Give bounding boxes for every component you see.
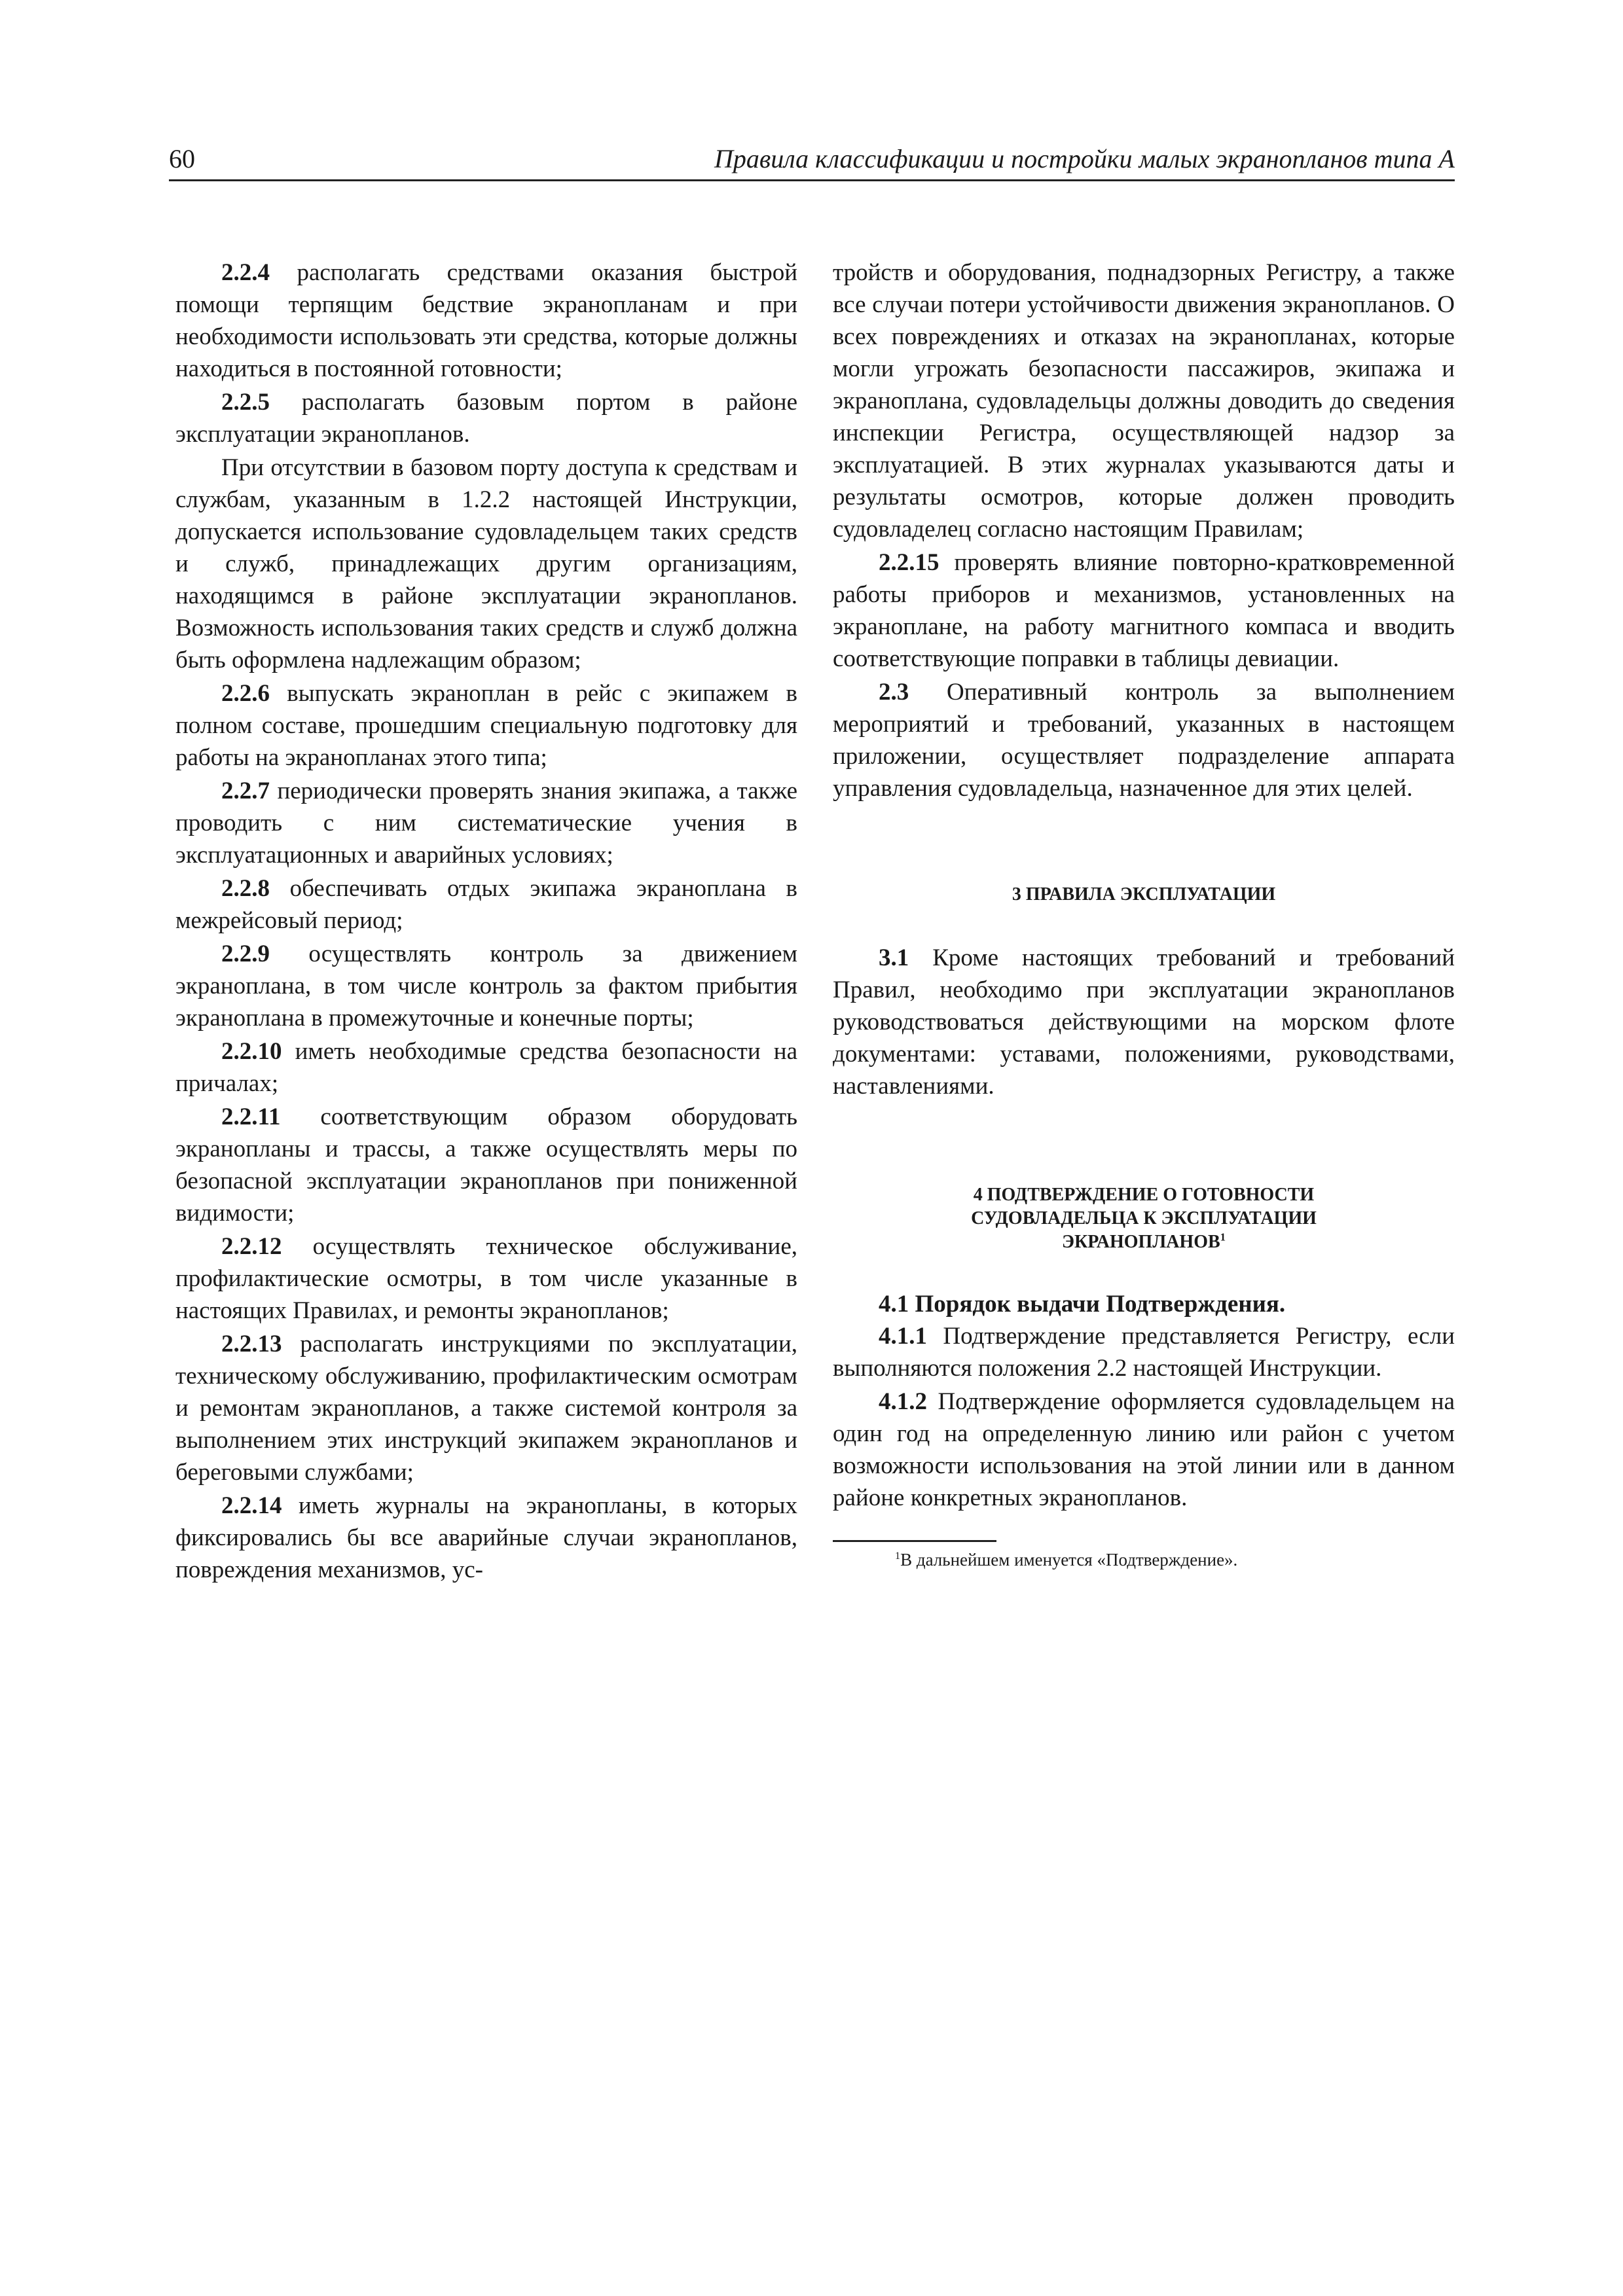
- paragraph-2-2-13: [175, 1328, 797, 1488]
- paragraph-2-2-10: [175, 1035, 797, 1100]
- clause-number: 4.1.2: [879, 1388, 927, 1415]
- clause-number: 2.2.15: [879, 549, 939, 576]
- clause-text: обеспечивать отдых экипажа экраноплана в межрейсовый период;: [175, 875, 797, 934]
- paragraph-3-1: [833, 942, 1455, 1102]
- paragraph-2-2-4: [175, 257, 797, 385]
- subsection-4-1-heading: 4.1 Порядок выдачи Подтверждения.: [879, 1291, 1286, 1318]
- clause-text: При отсутствии в базовом порту доступа к средствам и службам, указанным в 1.2.2 настоящей Инструкции, допускается использование судовладельцем таких средств и служб, принадлежащих другим организациям, находящимся в районе эксплуатации экранопланов. Возможность использования таких средств и служб должна быть оформлена надлежащим образом;: [175, 454, 797, 673]
- clause-text: иметь необходимые средства безопасности на причалах;: [175, 1038, 797, 1097]
- clause-number: 2.2.12: [221, 1233, 282, 1260]
- paragraph-2-2-15: [833, 547, 1455, 675]
- paragraph-4-1-1: [833, 1320, 1455, 1384]
- footnote-text: В дальнейшем именуется «Подтверждение».: [900, 1550, 1238, 1570]
- clause-text: располагать средствами оказания быстрой помощи терпящим бедствие экранопланам и при необходимости использовать эти средства, которые должны находиться в постоянной готовности;: [175, 259, 797, 382]
- paragraph-2-2-9: [175, 938, 797, 1034]
- section-4-heading-line: 4 ПОДТВЕРЖДЕНИЕ О ГОТОВНОСТИ: [973, 1185, 1315, 1205]
- page-header: [169, 143, 1455, 181]
- footnote-reference: 1: [1220, 1230, 1226, 1244]
- clause-number: 2.2.13: [221, 1331, 282, 1357]
- paragraph-base-port: [175, 452, 797, 676]
- paragraph-2-2-8: [175, 872, 797, 937]
- right-column: [833, 257, 1455, 1571]
- clause-number: 2.2.9: [221, 941, 270, 967]
- paragraph-4-1-2: [833, 1386, 1455, 1514]
- clause-text: располагать базовым портом в районе эксплуатации экранопланов.: [175, 389, 797, 448]
- clause-number: 2.2.14: [221, 1492, 282, 1519]
- section-4-heading: [833, 1183, 1455, 1254]
- clause-text: осуществлять контроль за движением экраноплана, в том числе контроль за фактом прибытия экраноплана в промежуточные и конечные порты;: [175, 941, 797, 1031]
- clause-number: 2.2.6: [221, 680, 270, 707]
- clause-number: 2.2.11: [221, 1103, 281, 1130]
- clause-text: проверять влияние повторно-кратковременной работы приборов и механизмов, установленных на экраноплане, на работу магнитного компаса и вводить соответствующие поправки в таблицы девиации.: [833, 549, 1455, 672]
- clause-text: выпускать экраноплан в рейс с экипажем в полном составе, прошедшим специальную подготовку для работы на экранопланах этого типа;: [175, 680, 797, 771]
- clause-number: 2.2.4: [221, 259, 270, 286]
- clause-text: Подтверждение представляется Регистру, если выполняются положения 2.2 настоящей Инструкции.: [833, 1323, 1455, 1382]
- clause-text: соответствующим образом оборудовать экранопланы и трассы, а также осуществлять меры по безопасной эксплуатации экранопланов при пониженной видимости;: [175, 1103, 797, 1227]
- paragraph-2-2-11: [175, 1101, 797, 1229]
- clause-text: осуществлять техническое обслуживание, профилактические осмотры, в том числе указанные в настоящих Правилах, и ремонты экранопланов;: [175, 1233, 797, 1324]
- spacer: [833, 1254, 1455, 1288]
- clause-number: 2.3: [879, 679, 909, 706]
- paragraph-2-2-6: [175, 677, 797, 774]
- footnote-mark: 1: [895, 1550, 901, 1562]
- footnote-divider: [833, 1540, 996, 1542]
- spacer: [833, 806, 1455, 883]
- section-4-heading-text: ЭКРАНОПЛАНОВ: [1061, 1232, 1220, 1252]
- spacer: [833, 1103, 1455, 1183]
- clause-text: Оперативный контроль за выполнением мероприятий и требований, указанных в настоящем приложении, осуществляет подразделение аппарата управления судовладельца, назначенное для этих целей.: [833, 679, 1455, 802]
- clause-text: Кроме настоящих требований и требований Правил, необходимо при эксплуатации экранопланов руководствоваться действующими на морском флоте документами: уставами, положениями, руководствами, наставлениями.: [833, 944, 1455, 1100]
- clause-number: 2.2.10: [221, 1038, 282, 1065]
- footnote: [833, 1549, 1455, 1571]
- paragraph-2-2-5: [175, 386, 797, 450]
- clause-number: 2.2.7: [221, 778, 270, 804]
- left-column: [175, 257, 797, 1587]
- clause-text: иметь журналы на экранопланы, в которых фиксировались бы все аварийные случаи экранопланов, повреждения механизмов, ус-: [175, 1492, 797, 1583]
- clause-text: периодически проверять знания экипажа, а также проводить с ним систематические учения в эксплуатационных и аварийных условиях;: [175, 778, 797, 869]
- paragraph-continuation: тройств и оборудования, поднадзорных Регистру, а также все случаи потери устойчивости движения экранопланов. О всех повреждениях и отказах на экранопланах, которые могли угрожать безопасности пассажиров, экипажа и экраноплана, судовладельцы должны доводить до сведения инспекции Регистра, осуществляющей надзор за эксплуатацией. В этих журналах указываются даты и результаты осмотров, которые должен проводить судовладелец согласно настоящим Правилам;: [833, 259, 1455, 543]
- clause-number: 4.1.1: [879, 1323, 927, 1350]
- paragraph-2-2-14: [175, 1490, 797, 1586]
- paragraph-2-2-12: [175, 1230, 797, 1327]
- section-4-heading-line: [833, 1230, 1455, 1254]
- paragraph-2-3: [833, 676, 1455, 804]
- clause-text: Подтверждение оформляется судовладельцем на один год на определенную линию или район с учетом возможности использования на этой линии или в данном районе конкретных экранопланов.: [833, 1388, 1455, 1511]
- section-4-heading-line: СУДОВЛАДЕЛЬЦА К ЭКСПЛУАТАЦИИ: [971, 1208, 1317, 1229]
- page-number: 60: [169, 144, 195, 173]
- clause-number: 3.1: [879, 944, 909, 971]
- spacer: [833, 906, 1455, 942]
- clause-text: располагать инструкциями по эксплуатации, техническому обслуживанию, профилактическим осмотрам и ремонтам экранопланов, а также системой контроля за выполнением этих инструкций экипажем экранопланов и береговыми службами;: [175, 1331, 797, 1486]
- running-title: Правила классификации и постройки малых экранопланов типа А: [714, 144, 1455, 173]
- clause-number: 2.2.5: [221, 389, 270, 416]
- clause-number: 2.2.8: [221, 875, 270, 902]
- section-3-heading: 3 ПРАВИЛА ЭКСПЛУАТАЦИИ: [1012, 884, 1276, 905]
- paragraph-2-2-7: [175, 775, 797, 871]
